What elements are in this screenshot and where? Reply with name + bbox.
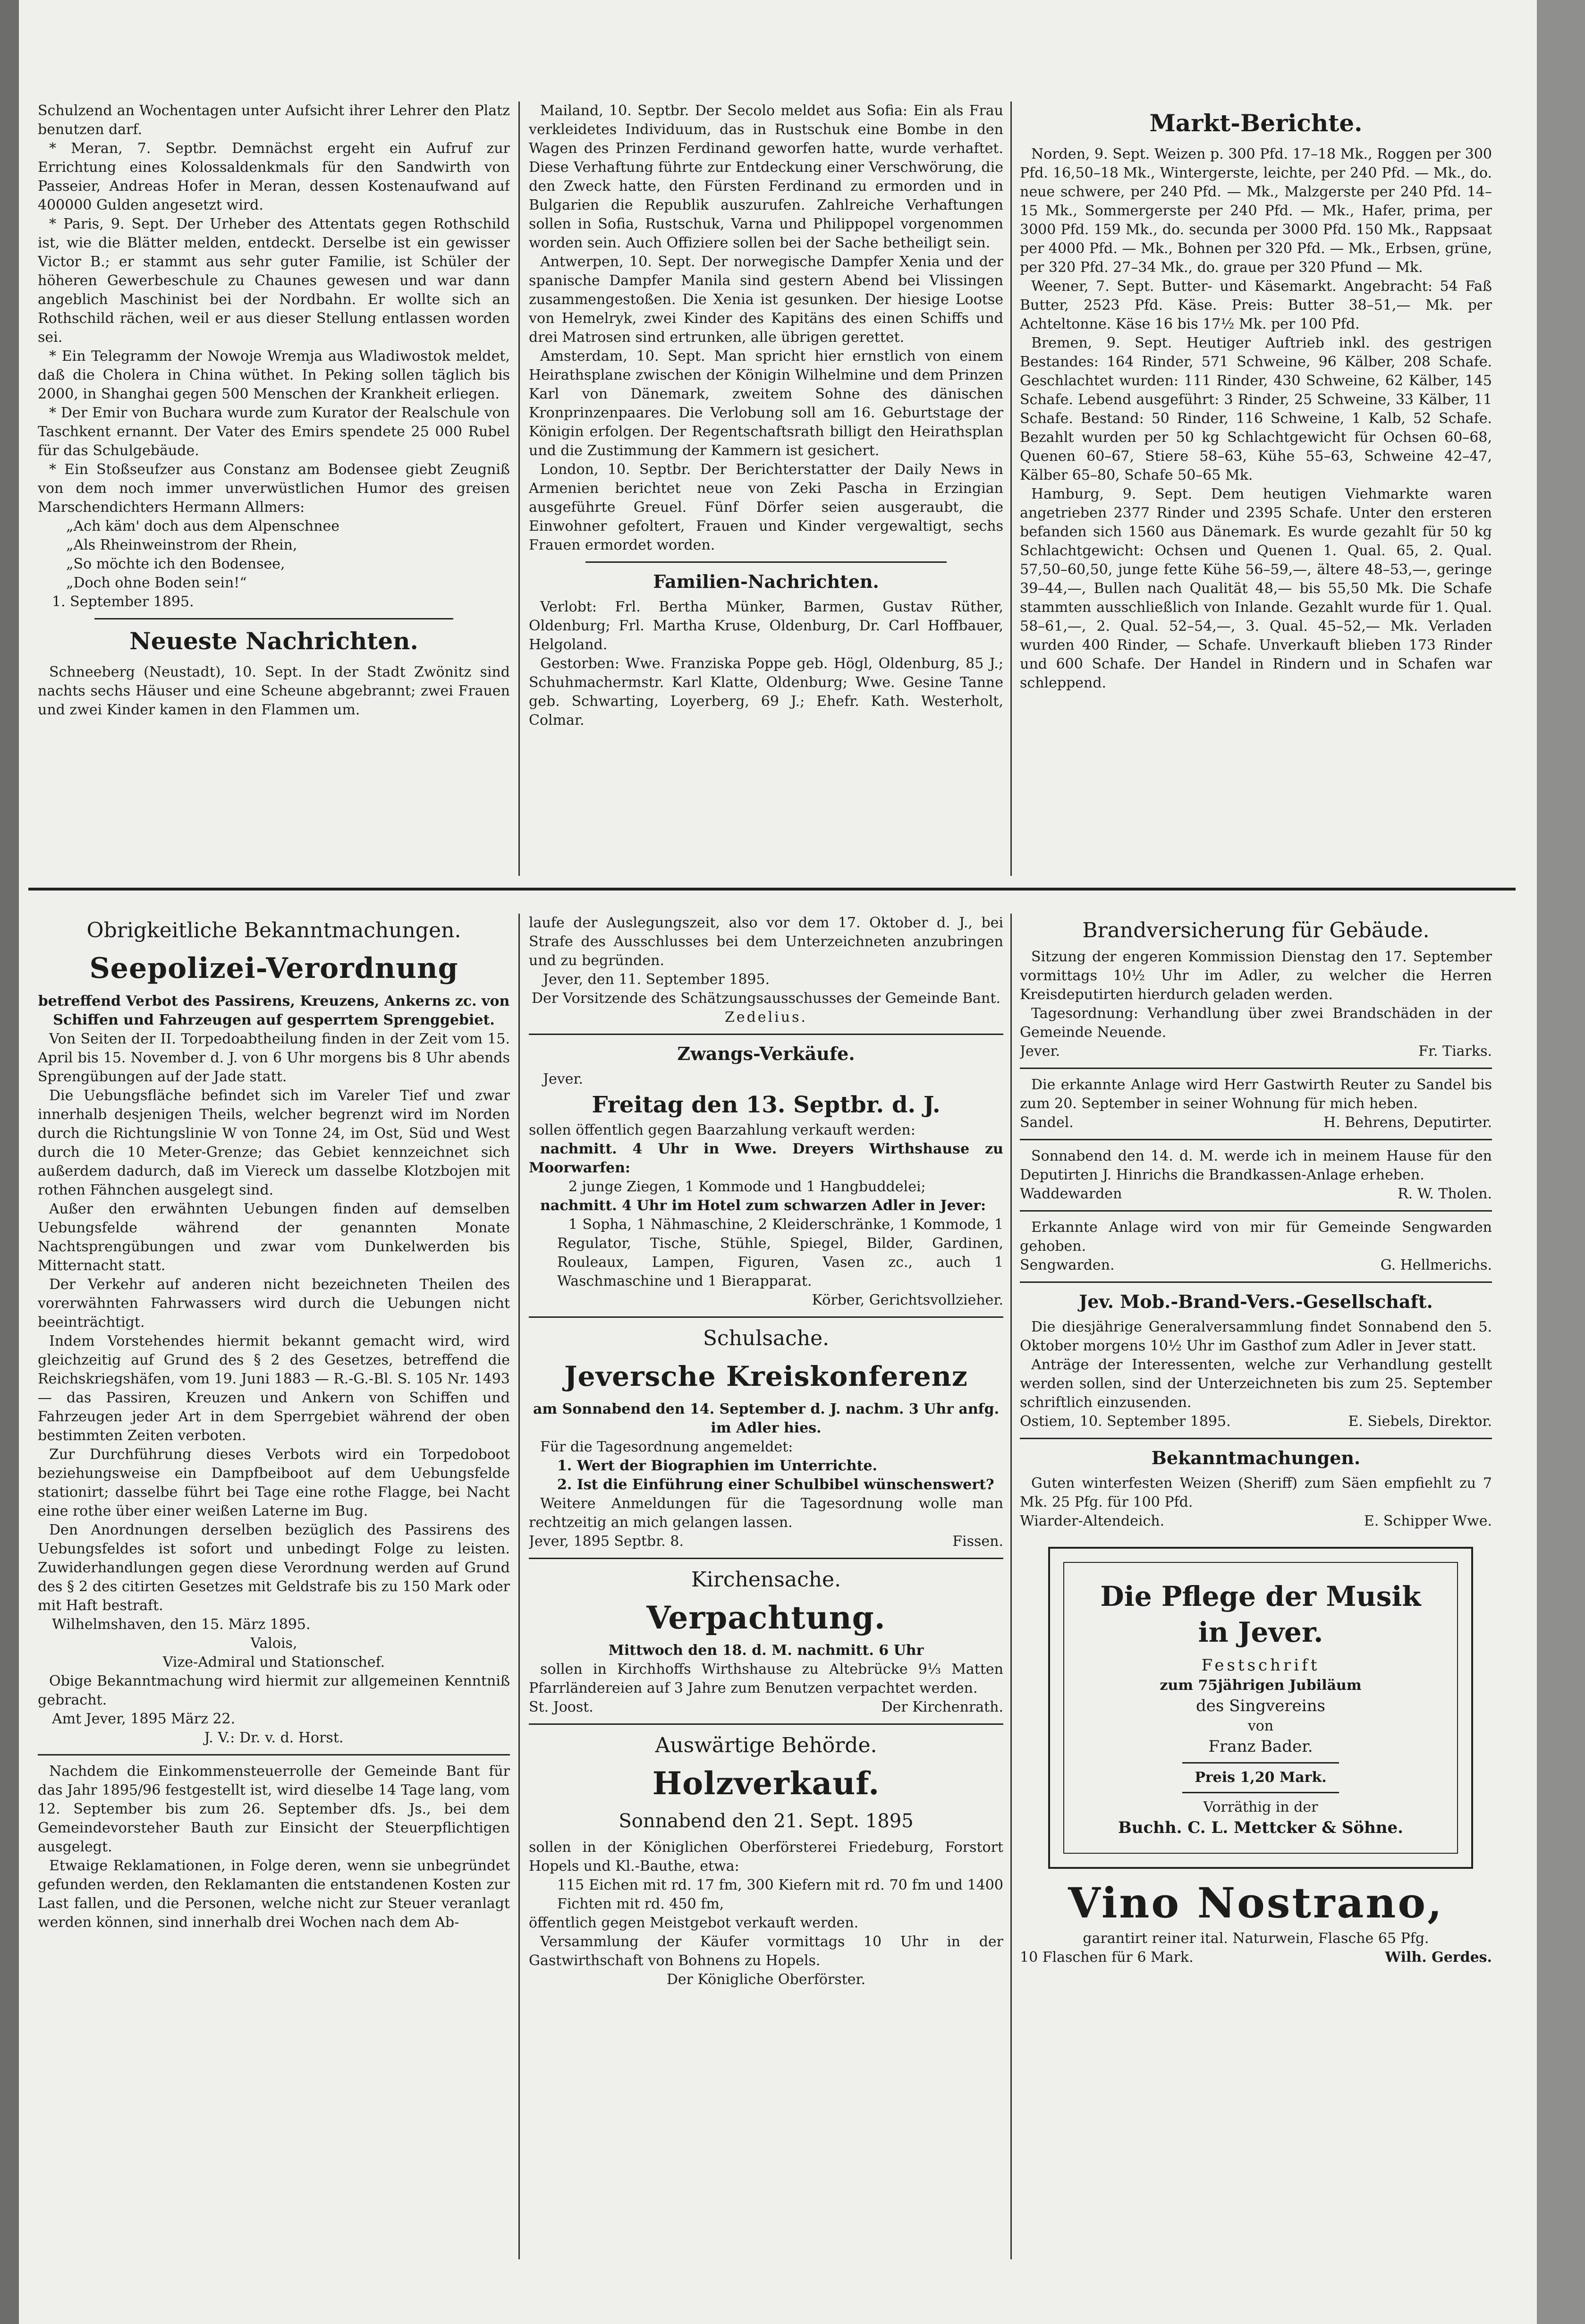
market-bremen: Bremen, 9. Sept. Heutiger Auftrieb inkl. des gestrigen Bestandes: 164 Rinder, 571 Schweine, 96 Kälber, 208 Schafe. Geschlachtet wurden: 111 Rinder, 430 Schweine, 62 Kälber, 145 Schafe. Lebend ausgeführt: 3 Rinder, 25 Schweine, 33 Kälber, 11 Schafe. Bestand: 50 Rinder, 116 Schweine, 1 Kalb, 52 Schafe. Bezahlt wurden per 50 kg Schlachtgewicht für Ochsen 60–68, Quenen 60–67, Stiere 58–63, Kühe 55–63, Schweine 42–47, Kälber 65–80, Schafe 50–65 Mk. xyxy=(1020,335,1492,483)
divider xyxy=(1020,1438,1492,1439)
signature-line xyxy=(1020,1113,1492,1132)
signature-line xyxy=(1020,1042,1492,1061)
notice-title: Holzverkauf. xyxy=(652,1765,880,1802)
news-schneeberg: Schneeberg (Neustadt), 10. Sept. In der Stadt Zwönitz sind nachts sechs Häuser und eine Scheune abgebrannt; zwei Frauen und zwei Kinder kamen in den Flammen um. xyxy=(38,664,510,718)
binding-edge xyxy=(0,0,19,2324)
signature-name: H. Behrens, Deputirter. xyxy=(1323,1114,1492,1131)
section-heading: Neueste Nachrichten. xyxy=(129,627,418,655)
paragraph: Weitere Anmeldungen für die Tagesordnung wolle man rechtzeitig an mich gelangen lassen. xyxy=(529,1495,1003,1531)
section-heading: Bekanntmachungen. xyxy=(1151,1447,1361,1468)
paragraph: Versammlung der Käufer vormittags 10 Uhr in der Gastwirthschaft von Bohnens zu Hopels. xyxy=(529,1934,1003,1969)
divider xyxy=(1020,1068,1492,1069)
vino-nostrano-title: Vino Nostrano, xyxy=(1068,1878,1444,1927)
place: Jever. xyxy=(543,1071,584,1087)
divider xyxy=(1020,1139,1492,1140)
place: Sengwarden. xyxy=(1020,1257,1115,1273)
paragraph: Indem Vorstehendes hiermit bekannt gemacht wird, wird gleichzeitig auf Grund des § 2 des Gesetzes, betreffend die Reichskriegshäfen, vom 19. Juni 1883 — R.-G.-Bl. S. 105 Nr. 1493 — das Passiren, Kreuzen und Ankern von Schiffen und Fahrzeugen jeder Art in dem Sperrgebiet während der oben bestimmten Zeiten verboten. xyxy=(38,1333,510,1444)
ad-title: Die Pflege der Musik xyxy=(1100,1580,1421,1612)
poem xyxy=(38,517,510,593)
paragraph: Etwaige Reklamationen, in Folge deren, wenn sie unbegründet gefunden werden, den Reklamanten die entstandenen Kosten zur Last fallen, und die Personen, welche nicht zur Steuer veranlagt werden können, sind innerhalb drei Wochen nach dem Ab- xyxy=(38,1858,510,1931)
ad-line: 10 Flaschen für 6 Mark. xyxy=(1020,1949,1194,1966)
ad-title: in Jever. xyxy=(1198,1616,1323,1648)
paragraph: sollen öffentlich gegen Baarzahlung verkauft werden: xyxy=(529,1122,915,1138)
notice-subtitle: betreffend Verbot des Passirens, Kreuzens, Ankerns zc. von Schiffen und Fahrzeugen auf gesperrtem Sprenggebiet. xyxy=(38,993,510,1028)
place: St. Joost. xyxy=(529,1699,593,1715)
paragraph: Mittwoch den 18. d. M. nachmitt. 6 Uhr xyxy=(608,1642,924,1659)
paragraph: Die erkannte Anlage wird Herr Gastwirth Reuter zu Sandel bis zum 20. September in seiner Wohnung für mich heben. xyxy=(1020,1077,1492,1112)
signature-name: G. Hellmerichs. xyxy=(1380,1257,1492,1273)
notice-title: Jeversche Kreiskonferenz xyxy=(564,1360,968,1392)
place-date: Jever, den 11. September 1895. xyxy=(543,971,770,988)
paragraph: Sonnabend den 14. d. M. werde ich in meinem Hause für den Deputirten J. Hinrichs die Brandkassen-Anlage erheben. xyxy=(1020,1148,1492,1183)
paragraph: nachmitt. 4 Uhr im Hotel zum schwarzen Adler in Jever: xyxy=(540,1197,986,1214)
news-amsterdam: Amsterdam, 10. Sept. Man spricht hier ernstlich von einem Heirathsplane zwischen der Königin Wilhelmine und dem Prinzen Karl von Dänemark, zweitem Sohne des dänischen Kronprinzenpaares. Die Verlobung soll am 16. Geburtstage der Königin erfolgen. Der Regentschaftsrath billigt den Heirathsplan und die Zustimmung der Kammern ist gesichert. xyxy=(529,348,1003,459)
ad-line: des Singvereins xyxy=(1196,1696,1325,1715)
divider xyxy=(38,1754,510,1756)
signature-line xyxy=(1020,1185,1492,1204)
signature-line xyxy=(1020,1512,1492,1531)
signature-name: E. Schipper Wwe. xyxy=(1364,1513,1492,1529)
paragraph: öffentlich gegen Meistgebot verkauft werden. xyxy=(529,1915,859,1931)
place-date: Amt Jever, 1895 März 22. xyxy=(52,1711,236,1727)
ad-line: garantirt reiner ital. Naturwein, Flasche 65 Pfg. xyxy=(1083,1930,1429,1947)
paragraph: Der Verkehr auf anderen nicht bezeichneten Theilen des vorerwähnten Fahrwassers wird durch die Uebungen nicht beeinträchtigt. xyxy=(38,1276,510,1331)
news-constanz: * Ein Stoßseufzer aus Constanz am Bodensee giebt Zeugniß von dem noch immer unverwüstlichen Humor des greisen Marschendichters Hermann Allmers: xyxy=(38,461,510,516)
column-1-bottom xyxy=(38,914,510,2283)
signature-line xyxy=(1020,1412,1492,1431)
market-weener: Weener, 7. Sept. Butter- und Käsemarkt. Angebracht: 54 Faß Butter, 2523 Pfd. Käse. Preis: Butter 38–51,— Mk. per Achteltonne. Käse 16 bis 17½ Mk. per 100 Pfd. xyxy=(1020,278,1492,332)
section-heading: Schulsache. xyxy=(703,1326,830,1350)
paragraph: Sitzung der engeren Kommission Dienstag den 17. September vormittags 10½ Uhr im Adler, zu welcher die Herren Kreisdeputirten hierdurch geladen werden. xyxy=(1020,949,1492,1003)
place: Sandel. xyxy=(1020,1114,1074,1131)
paragraph: 115 Eichen mit rd. 17 fm, 300 Kiefern mit rd. 70 fm und 1400 Fichten mit rd. 450 fm, xyxy=(557,1877,1003,1912)
ad-line: von xyxy=(1247,1718,1274,1734)
section-heading: Obrigkeitliche Bekanntmachungen. xyxy=(86,918,461,942)
news-mailand: Mailand, 10. Septbr. Der Secolo meldet aus Sofia: Ein als Frau verkleidetes Individuum, das in Rustschuk eine Bombe in den Wagen des Prinzen Ferdinand geworfen hatte, wurde verhaftet. Diese Verhaftung führte zur Entdeckung einer Verschwörung, die den Zweck hatte, den Fürsten Ferdinand zu ermorden und in Bulgarien die Republik auszurufen. Zahlreiche Verhaftungen sollen in Sofia, Rustschuk, Varna und Philippopel vorgenommen worden sein. Auch Offiziere sollen bei der Sache betheiligt sein. xyxy=(529,102,1003,251)
paragraph: Von Seiten der II. Torpedoabtheilung finden in der Zeit vom 15. April bis 15. November d. J. von 6 Uhr morgens bis 8 Uhr abends Sprengübungen auf der Jade statt. xyxy=(38,1031,510,1085)
column-rule xyxy=(518,102,520,876)
column-rule xyxy=(518,914,520,2259)
column-2-bottom xyxy=(529,914,1003,2283)
paragraph: Tagesordnung: Verhandlung über zwei Brandschäden in der Gemeinde Neuende. xyxy=(1020,1005,1492,1041)
paragraph: Nachdem die Einkommensteuerrolle der Gemeinde Bant für das Jahr 1895/96 festgestellt ist, wird dieselbe 14 Tage lang, vom 12. September bis zum 26. September dfs. Js., bei dem Gemeindevorsteher Bauth zur Einsicht der Steuerpflichtigen ausgelegt. xyxy=(38,1763,510,1855)
signature-name: Fr. Tiarks. xyxy=(1418,1043,1492,1060)
divider xyxy=(529,1558,1003,1559)
place: Wiarder-Altendeich. xyxy=(1020,1513,1165,1529)
paragraph: Außer den erwähnten Uebungen finden auf demselben Uebungsfelde während der genannten Monate Nachtsprengübungen und zwar vom Dunkelwerden bis Mitternacht statt. xyxy=(38,1201,510,1274)
signature-name: R. W. Tholen. xyxy=(1398,1186,1492,1202)
paragraph: Den Anordnungen derselben bezüglich des Passirens des Uebungsfeldes ist sofort und unbedingt Folge zu leisten. Zuwiderhandlungen gegen diese Verordnung werden auf Grund des § 2 des citirten Gesetzes mit Geldstrafe bis zu 150 Mark oder mit Haft bestraft. xyxy=(38,1522,510,1614)
signature-role: Vize-Admiral und Stationschef. xyxy=(162,1654,385,1671)
paragraph: Schulzend an Wochentagen unter Aufsicht ihrer Lehrer den Platz benutzen darf. xyxy=(38,102,510,138)
paragraph: Für die Tagesordnung angemeldet: xyxy=(540,1439,793,1455)
paragraph: Obige Bekanntmachung wird hiermit zur allgemeinen Kenntniß gebracht. xyxy=(38,1673,510,1708)
sale-date: Sonnabend den 21. Sept. 1895 xyxy=(619,1810,914,1832)
divider xyxy=(94,618,453,619)
section-heading: Familien-Nachrichten. xyxy=(653,571,879,592)
signature-name: E. Siebels, Direktor. xyxy=(1348,1413,1492,1430)
paragraph: sollen in Kirchhoffs Wirthshause zu Altebrücke 9⅓ Matten Pfarrländereien auf 3 Jahre zum Benutzen verpachtet werden. xyxy=(529,1661,1003,1696)
divider xyxy=(529,1034,1003,1035)
market-hamburg: Hamburg, 9. Sept. Dem heutigen Viehmarkte waren angetrieben 2377 Rinder und 2395 Schafe. Unter den ersteren befanden sich 1560 aus Dänemark. Es wurde gezahlt für 50 kg Schlachtgewicht: Ochsen und Quenen 1. Qual. 65, 2. Qual. 57,50–60,50, junge fette Kühe 56–59,—, ältere 48–53,—, geringe 39–44,—, Bullen nach Qualität 48,— bis 55,50 Mk. Die Schafe stammten ausschließlich von Inlande. Gezahlt wurde für 1. Qual. 58–61,—, 2. Qual. 52–54,—, 3. Qual. 45–52,— Mk. Verladen wurden 400 Rinder, — Schafe. Unverkauft blieben 173 Rinder und 600 Schafe. Der Handel in Rindern und in Schafen war schleppend. xyxy=(1020,486,1492,691)
signature-name: Der Kirchenrath. xyxy=(881,1699,1003,1715)
divider xyxy=(1020,1281,1492,1283)
signature-line xyxy=(1020,1256,1492,1275)
poem-line: „Als Rheinweinstrom der Rhein, xyxy=(66,537,297,553)
ad-line: Festschrift xyxy=(1201,1656,1320,1675)
section-heading: Kirchensache. xyxy=(691,1568,841,1592)
advertisement-box xyxy=(1048,1547,1473,1869)
ad-price: Preis 1,20 Mark. xyxy=(1195,1769,1327,1786)
notice-title: Verpachtung. xyxy=(646,1599,886,1636)
poem-date: 1. September 1895. xyxy=(52,594,194,610)
paragraph: Zur Durchführung dieses Verbots wird ein Torpedoboot beziehungsweise ein Dampfbeiboot auf dem Uebungsfelde stationirt; dasselbe führt bei Tage eine rothe Flagge, bei Nacht eine rothe über einer weißen Laterne im Bug. xyxy=(38,1446,510,1519)
auction-date: Freitag den 13. Septbr. d. J. xyxy=(592,1092,941,1118)
ad-line: Buchh. C. L. Mettcker & Söhne. xyxy=(1118,1818,1403,1837)
divider xyxy=(1020,1210,1492,1212)
family-deceased: Gestorben: Wwe. Franziska Poppe geb. Högl, Oldenburg, 85 J.; Schuhmachermstr. Karl Klatte, Oldenburg; Wwe. Gesine Tanne geb. Schwarting, Loyerberg, 69 J.; Ehefr. Kath. Westerholt, Colmar. xyxy=(529,655,1003,729)
signature-line xyxy=(529,1698,1003,1717)
section-heading: Jev. Mob.-Brand-Vers.-Gesellschaft. xyxy=(1079,1291,1433,1312)
poem-line: „Doch ohne Boden sein!“ xyxy=(66,575,247,591)
poem-line: „Ach käm' doch aus dem Alpenschnee xyxy=(66,518,340,534)
market-norden: Norden, 9. Sept. Weizen p. 300 Pfd. 17–18 Mk., Roggen per 300 Pfd. 16,50–18 Mk., Wintergerste, leichte, per 240 Pfd. — Mk., do. neue schwere, per 240 Pfd. — Mk., Malzgerste per 240 Pfd. 14–15 Mk., Sommergerste per 240 Pfd. — Mk., Hafer, prima, per 3000 Pfd. 159 Mk., do. secunda per 3000 Pfd. 150 Mk., Rappsaat per 4000 Pfd. — Mk., Bohnen per 320 Pfd. — Mk., Erbsen, grüne, per 320 Pfd. 27–34 Mk., do. graue per 320 Pfund — Mk. xyxy=(1020,146,1492,276)
news-london: London, 10. Septbr. Der Berichterstatter der Daily News in Armenien berichtet neue von Zeki Pascha in Erzingian ausgeführte Greuel. Fünf Dörfer seien ausgeraubt, die Einwohner gefoltert, Frauen und Kinder vergewaltigt, sechs Frauen ermordet worden. xyxy=(529,461,1003,553)
paragraph: sollen in der Königlichen Oberförsterei Friedeburg, Forstort Hopels und Kl.-Bauthe, etwa: xyxy=(529,1839,1003,1874)
place-date: Wilhelmshaven, den 15. März 1895. xyxy=(52,1616,311,1633)
poem-line: „So möchte ich den Bodensee, xyxy=(66,556,285,572)
news-buchara: * Der Emir von Buchara wurde zum Kurator der Realschule von Taschkent ernannt. Der Vater des Emirs spendete 25 000 Rubel für das Schulgebäude. xyxy=(38,405,510,459)
signature-name: Körber, Gerichtsvollzieher. xyxy=(812,1292,1003,1308)
column-1-top xyxy=(38,102,510,881)
signature-line xyxy=(1020,1948,1492,1967)
agenda-item: 1. Wert der Biographien im Unterrichte. xyxy=(557,1458,878,1474)
news-antwerpen: Antwerpen, 10. Sept. Der norwegische Dampfer Xenia und der spanische Dampfer Manila sind gestern Abend bei Vlissingen zusammengestoßen. Die Xenia ist gesunken. Der hiesige Lootse von Hemelryk, zwei Kinder des Kapitäns des einen Schiffs und drei Matrosen sind ertrunken, alle übrigen gerettet. xyxy=(529,254,1003,346)
divider xyxy=(529,1723,1003,1725)
place-date: Ostiem, 10. September 1895. xyxy=(1020,1413,1231,1430)
place-date: Jever, 1895 Septbr. 8. xyxy=(529,1533,684,1550)
column-3-top xyxy=(1020,102,1492,881)
paragraph: 1 Sopha, 1 Nähmaschine, 2 Kleiderschränke, 1 Kommode, 1 Regulator, Tische, Stühle, Spiegel, Bilder, Gardinen, Rouleaux, Lampen, Figuren, Vasen zc., auch 1 Waschmaschine und 1 Bierapparat. xyxy=(557,1216,1003,1289)
ad-line: zum 75jährigen Jubiläum xyxy=(1160,1677,1362,1694)
paragraph: Die Uebungsfläche befindet sich im Vareler Tief und zwar innerhalb desjenigen Theils, welcher begrenzt wird im Norden durch die Richtungslinie W von Tonne 24, im Ost, Süd und West durch die 10 Meter-Grenze; das Gebiet kennzeichnet sich außerdem dadurch, daß im Viereck um dasselbe Klotzbojen mit rothen Fähnchen ausgelegt sind. xyxy=(38,1087,510,1198)
paragraph: laufe der Auslegungszeit, also vor dem 17. Oktober d. J., bei Strafe des Ausschlusses bei dem Unterzeichneten anzubringen und zu begründen. xyxy=(529,915,1003,969)
paragraph: Guten winterfesten Weizen (Sheriff) zum Säen empfiehlt zu 7 Mk. 25 Pfg. für 100 Pfd. xyxy=(1020,1475,1492,1510)
family-engaged: Verlobt: Frl. Bertha Münker, Barmen, Gustav Rüther, Oldenburg; Frl. Martha Kruse, Oldenburg, Dr. Carl Hoffbauer, Helgoland. xyxy=(529,599,1003,653)
column-rule xyxy=(1010,102,1012,876)
section-heading: Brandversicherung für Gebäude. xyxy=(1082,918,1430,942)
paragraph: 2 junge Ziegen, 1 Kommode und 1 Hangbuddelei; xyxy=(568,1179,926,1195)
signature-name: Valois, xyxy=(250,1635,297,1652)
column-rule xyxy=(1010,914,1012,2259)
advertisement-inner xyxy=(1063,1562,1458,1854)
news-meran: * Meran, 7. Septbr. Demnächst ergeht ein Aufruf zur Errichtung eines Kolossaldenkmals für den Sandwirth von Passeier, Andreas Hofer in Meran, dessen Kostenaufwand auf 400000 Gulden angesetzt wird. xyxy=(38,140,510,213)
paragraph: nachmitt. 4 Uhr in Wwe. Dreyers Wirthshause zu Moorwarfen: xyxy=(529,1141,1003,1176)
newspaper-page xyxy=(19,0,1537,2324)
divider xyxy=(585,561,947,563)
divider xyxy=(1182,1792,1339,1793)
news-paris: * Paris, 9. Sept. Der Urheber des Attentats gegen Rothschild ist, wie die Blätter melden, entdeckt. Derselbe ist ein gewisser Victor B.; er stammt aus sehr guter Familie, ist Schüler der höheren Gewerbeschule zu Chaunes gewesen und war dann angeblich Maschinist bei der Nordbahn. Er wollte sich an Rothschild rächen, weil er aus dieser Stellung entlassen worden sei. xyxy=(38,216,510,346)
ad-line: Vorräthig in der xyxy=(1203,1799,1318,1815)
place: Jever. xyxy=(1020,1043,1060,1060)
signature-name: Fissen. xyxy=(952,1533,1003,1550)
column-3-bottom xyxy=(1020,914,1492,2283)
signature-name: Der Königliche Oberförster. xyxy=(666,1971,866,1988)
section-heading: Zwangs-Verkäufe. xyxy=(677,1043,855,1064)
divider xyxy=(529,1316,1003,1318)
section-heading: Markt-Berichte. xyxy=(1149,109,1363,137)
signature-name: Wilh. Gerdes. xyxy=(1385,1949,1492,1966)
signature-role: Der Vorsitzende des Schätzungsausschusses der Gemeinde Bant. xyxy=(532,990,1000,1007)
notice-title: Seepolizei-Verordnung xyxy=(89,952,458,985)
signature-line xyxy=(529,1532,1003,1551)
paragraph: am Sonnabend den 14. September d. J. nachm. 3 Uhr anfg. im Adler hies. xyxy=(533,1401,1000,1436)
column-2-top xyxy=(529,102,1003,881)
paragraph: Erkannte Anlage wird von mir für Gemeinde Sengwarden gehoben. xyxy=(1020,1219,1492,1255)
ad-line: Franz Bader. xyxy=(1208,1737,1313,1756)
divider xyxy=(1182,1762,1339,1764)
news-cholera: * Ein Telegramm der Nowoje Wremja aus Wladiwostok meldet, daß die Cholera in China wüthet. In Peking sollen täglich bis 2000, in Shanghai gegen 500 Menschen der Krankheit erliegen. xyxy=(38,348,510,402)
paragraph: Anträge der Interessenten, welche zur Verhandlung gestellt werden sollen, sind der Unterzeichneten bis zum 25. September schriftlich einzusenden. xyxy=(1020,1357,1492,1411)
agenda-item: 2. Ist die Einführung einer Schulbibel wünschenswert? xyxy=(557,1476,994,1493)
signature-name: Zedelius. xyxy=(725,1009,807,1026)
section-rule xyxy=(28,888,1516,891)
signature-name: J. V.: Dr. v. d. Horst. xyxy=(204,1730,344,1746)
section-heading: Auswärtige Behörde. xyxy=(655,1733,877,1757)
place: Waddewarden xyxy=(1020,1186,1122,1202)
paragraph: Die diesjährige Generalversammlung findet Sonnabend den 5. Oktober morgens 10½ Uhr im Gasthof zum Adler in Jever statt. xyxy=(1020,1319,1492,1354)
